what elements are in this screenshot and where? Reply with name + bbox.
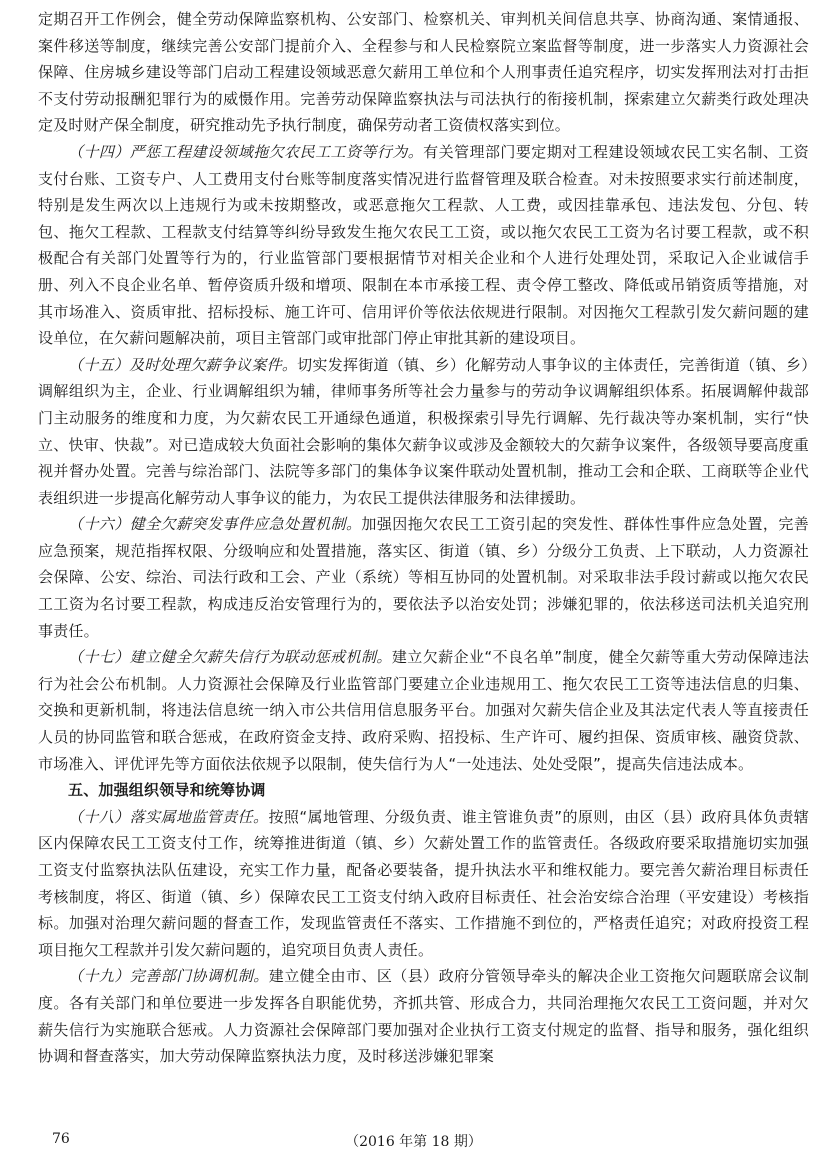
paragraph-item-16 (38, 511, 809, 644)
paragraph-item-14 (38, 139, 809, 352)
item-lead-14: （十四）严惩工程建设领域拖欠农民工工资等行为。 (68, 142, 424, 161)
paragraph-text: 加强因拖欠农民工工资引起的突发性、群体性事件应急处置，完善应急预案，规范指挥权限、分级响应和处置措施，落实区、街道（镇、乡）分级分工负责、上下联动，人力资源社会保障、公安、综治、司法行政和工会、产业（系统）等相互协同的处置机制。对采取非法手段讨薪或以拖欠农民工工资为名讨要工程款，构成违反治安管理行为的，要依法予以治安处罚；涉嫌犯罪的，依法移送司法机关追究刑事责任。 (38, 515, 809, 640)
section-heading: 五、加强组织领导和统筹协调 (68, 781, 266, 800)
paragraph-text: 有关管理部门要定期对工程建设领域农民工实名制、工资支付台账、工资专户、人工费用支付台账等制度落实情况进行监督管理及联合检查。对未按照要求实行前述制度，特别是发生两次以上违规行为或未按期整改，或恶意拖欠工程款、人工费，或因挂靠承包、违法发包、分包、转包、拖欠工程款、工程款支付结算等纠纷导致发生拖欠农民工工资，或以拖欠农民工工资为名讨要工程款，或不积极配合有关部门处置等行为的，行业监管部门要根据情节对相关企业和个人进行处理处罚，采取记入企业诚信手册、列入不良企业名单、暂停资质升级和增项、限制在本市承接工程、责令停工整改、降低或吊销资质等措施，对其市场准入、资质审批、招标投标、施工许可、信用评价等依法依规进行限制。对因拖欠工程款引发欠薪问题的建设单位，在欠薪问题解决前，项目主管部门或审批部门停止审批其新的建设项目。 (38, 142, 809, 348)
item-lead-19: （十九）完善部门协调机制。 (68, 967, 269, 986)
paragraph-text: 按照“属地管理、分级负责、谁主管谁负责”的原则，由区（县）政府具体负责辖区内保障农民工工资支付工作，统筹推进街道（镇、乡）欠薪处置工作的监管责任。各级政府要采取措施切实加强工资支付监察执法队伍建设，充实工作力量，配备必要装备，提升执法水平和维权能力。要完善欠薪治理目标责任考核制度，将区、街道（镇、乡）保障农民工工资支付纳入政府目标责任、社会治安综合治理（平安建设）考核指标。加强对治理欠薪问题的督查工作，发现监管责任不落实、工作措施不到位的，严格责任追究；对政府投资工程项目拖欠工程款并引发欠薪问题的，追究项目负责人责任。 (38, 807, 809, 959)
issue-label: （2016 年第 18 期） (345, 1134, 482, 1150)
paragraph-text: 定期召开工作例会，健全劳动保障监察机构、公安部门、检察机关、审判机关间信息共享、协商沟通、案情通报、案件移送等制度，继续完善公安部门提前介入、全程参与和人民检察院立案监督等制度，进一步落实人力资源社会保障、住房城乡建设等部门启动工程建设领域恶意欠薪用工单位和个人刑事责任追究程序，切实发挥刑法对打击拒不支付劳动报酬犯罪行为的威慑作用。完善劳动保障监察执法与司法执行的衔接机制，探索建立欠薪类行政处理决定及时财产保全制度，研究推动先予执行制度，确保劳动者工资债权落实到位。 (38, 10, 809, 135)
paragraph-item-15 (38, 352, 809, 512)
item-lead-15: （十五）及时处理欠薪争议案件。 (68, 355, 298, 374)
paragraph-text: 切实发挥街道（镇、乡）化解劳动人事争议的主体责任，完善街道（镇、乡）调解组织为主，企业、行业调解组织为辅，律师事务所等社会力量参与的劳动争议调解组织体系。拓展调解仲裁部门主动服务的维度和力度，为欠薪农民工开通绿色通道，积极探索引导先行调解、先行裁决等办案机制，实行“快立、快审、快裁”。对已造成较大负面社会影响的集体欠薪争议或涉及金额较大的欠薪争议案件，各级领导要高度重视并督办处置。完善与综治部门、法院等多部门的集体争议案件联动处置机制，推动工会和企联、工商联等企业代表组织进一步提高化解劳动人事争议的能力，为农民工提供法律服务和法律援助。 (38, 355, 809, 507)
paragraph-text: 建立健全由市、区（县）政府分管领导牵头的解决企业工资拖欠问题联席会议制度。各有关部门和单位要进一步发挥各自职能优势，齐抓共管、形成合力，共同治理拖欠农民工工资问题，并对欠薪失信行为实施联合惩戒。人力资源社会保障部门要加强对企业执行工资支付规定的监督、指导和服务，强化组织协调和督查落实，加大劳动保障监察执法力度，及时移送涉嫌犯罪案 (38, 967, 809, 1066)
paragraph-item-18 (38, 804, 809, 964)
paragraph-continued (38, 6, 809, 139)
paragraph-item-17 (38, 644, 809, 777)
item-lead-16: （十六）健全欠薪突发事件应急处置机制。 (68, 515, 362, 534)
paragraph-item-19 (38, 963, 809, 1069)
paragraph-text: 建立欠薪企业“不良名单”制度，健全欠薪等重大劳动保障违法行为社会公布机制。人力资源社会保障及行业监管部门要建立企业违规用工、拖欠农民工工资等违法信息的归集、交换和更新机制，将违法信息统一纳入市公共信用信息服务平台。加强对欠薪失信企业及其法定代表人等直接责任人员的协同监管和联合惩戒，在政府资金支持、政府采购、招投标、生产许可、履约担保、资质审核、融资贷款、市场准入、评优评先等方面依法依规予以限制，使失信行为人“一处违法、处处受限”，提高失信违法成本。 (38, 648, 809, 773)
item-lead-18: （十八）落实属地监管责任。 (68, 807, 269, 826)
page-footer (0, 1127, 827, 1157)
item-lead-17: （十七）建立健全欠薪失信行为联动惩戒机制。 (68, 648, 392, 667)
page-number: 76 (52, 1131, 70, 1147)
